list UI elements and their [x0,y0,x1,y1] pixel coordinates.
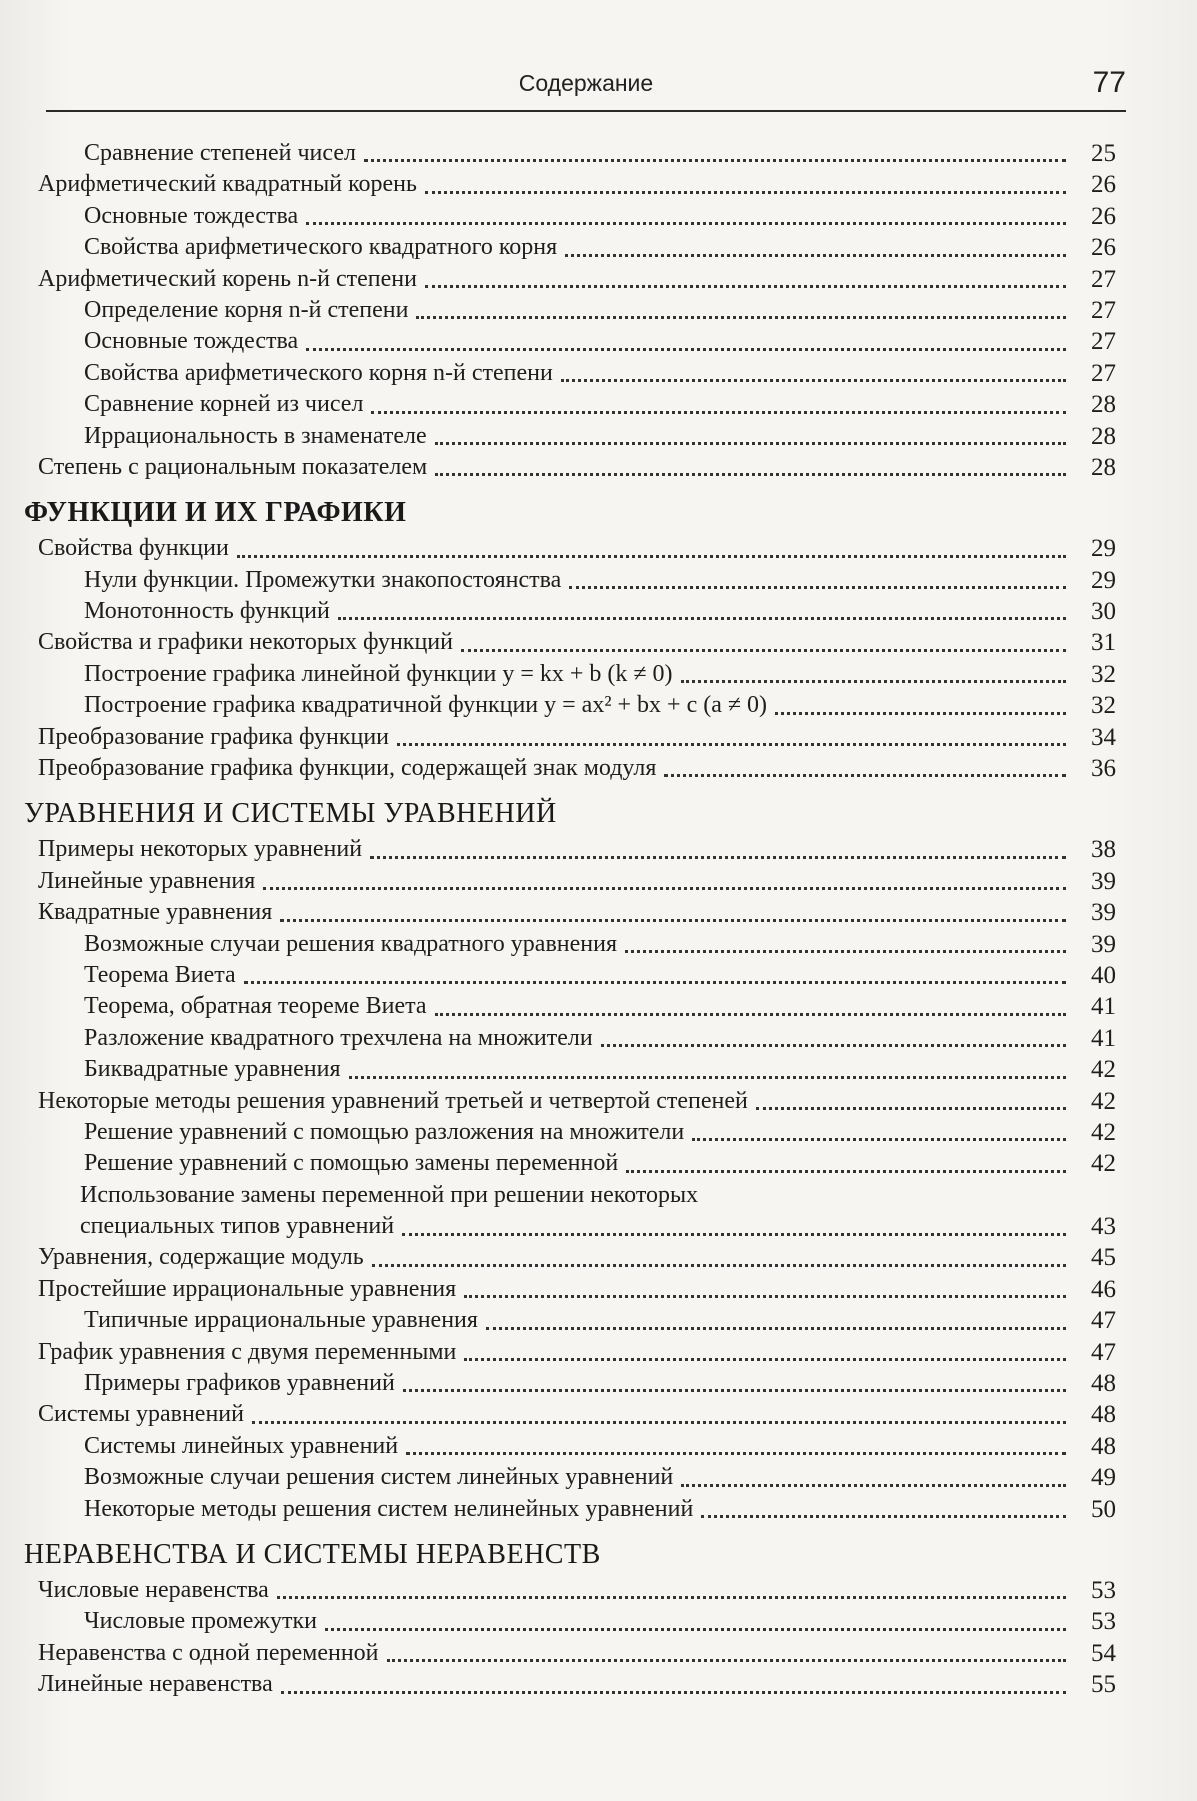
toc-entry-page: 42 [1091,1056,1116,1084]
toc-entry-page: 47 [1091,1307,1116,1335]
toc-entry[interactable] [24,690,1116,721]
toc-entry[interactable] [24,1399,1116,1430]
toc-leader-dots [775,712,1066,715]
toc-entry-title: Возможные случаи решения систем линейных уравнений [84,1464,674,1491]
toc-entry-page: 48 [1091,1432,1116,1460]
toc-entry[interactable] [24,596,1116,627]
toc-entry[interactable] [24,389,1116,420]
toc-entry-page: 28 [1091,422,1116,450]
toc-leader-dots [625,950,1066,953]
toc-entry[interactable] [24,1305,1116,1336]
toc-leader-dots [371,411,1066,414]
toc-entry[interactable] [24,834,1116,865]
toc-entry-title: Решение уравнений с помощью замены переменной [84,1150,619,1177]
toc-entry[interactable] [24,1494,1116,1525]
toc-entry[interactable] [24,866,1116,897]
toc-entry[interactable] [24,897,1116,928]
toc-leader-dots [364,159,1066,162]
toc-entry-page: 49 [1091,1464,1116,1492]
toc-entry-page: 26 [1091,202,1116,230]
toc-leader-dots [325,1628,1066,1631]
toc-entry-page: 40 [1091,961,1116,989]
toc-leader-dots [435,442,1066,445]
toc-entry-page: 39 [1091,867,1116,895]
toc-leader-dots [397,743,1066,746]
toc-entry-page: 46 [1091,1275,1116,1303]
toc-entry[interactable] [24,421,1116,452]
toc-leader-dots [244,981,1066,984]
toc-entry[interactable] [24,1023,1116,1054]
toc-entry[interactable] [24,1148,1116,1179]
toc-entry[interactable] [24,1575,1116,1606]
toc-leader-dots [701,1515,1066,1518]
toc-entry-page: 25 [1091,139,1116,167]
toc-entry-title: Основные тождества [84,328,299,355]
toc-leader-dots [370,856,1066,859]
toc-entry[interactable] [24,1638,1116,1669]
toc-entry-page: 34 [1091,723,1116,751]
toc-entry-page: 27 [1091,265,1116,293]
toc-leader-dots [461,649,1066,652]
toc-leader-dots [425,285,1066,288]
toc-entry-title: Простейшие иррациональные уравнения [38,1275,457,1302]
toc-entry[interactable] [24,326,1116,357]
toc-leader-dots [486,1327,1066,1330]
toc-entry-title: Нули функции. Промежутки знакопостоянства [84,566,562,593]
toc-entry-title: Возможные случаи решения квадратного уравнения [84,930,618,957]
toc-leader-dots [403,1389,1066,1392]
toc-entry[interactable] [24,358,1116,389]
toc-entry[interactable] [24,565,1116,596]
toc-entry-page: 42 [1091,1118,1116,1146]
toc-entry-title: Иррациональность в знаменателе [84,422,427,449]
toc-entry-title: специальных типов уравнений [80,1213,395,1240]
toc-leader-dots [306,222,1066,225]
toc-leader-dots [464,1358,1066,1361]
section-heading-inequalities: НЕРАВЕНСТВА И СИСТЕМЫ НЕРАВЕНСТВ [24,1539,601,1571]
toc-entry-title: Свойства функции [38,535,229,562]
toc-entry-title: Степень с рациональным показателем [38,453,428,480]
toc-entry-title: Теорема, обратная теореме Виета [84,993,427,1020]
toc-entry[interactable] [24,295,1116,326]
toc-entry-title: Арифметический квадратный корень [38,171,417,198]
toc-entry[interactable] [24,991,1116,1022]
toc-entry-page: 38 [1091,836,1116,864]
toc-leader-dots [569,586,1066,589]
toc-leader-dots [306,348,1066,351]
toc-entry-page: 53 [1091,1577,1116,1604]
toc-entry-page: 26 [1091,171,1116,199]
toc-entry-title: Биквадратные уравнения [84,1056,341,1083]
header-title: Содержание [518,70,654,96]
toc-entry-page: 50 [1091,1495,1116,1523]
header-page-number: 77 [1092,66,1126,99]
toc-entry-page: 48 [1091,1370,1116,1398]
toc-entry-page: 42 [1091,1150,1116,1178]
toc-entry-title: Свойства арифметического квадратного корня [84,234,558,261]
toc-entry-page: 48 [1091,1401,1116,1429]
toc-entry-page: 29 [1091,566,1116,594]
toc-leader-dots [402,1233,1066,1236]
toc-entry[interactable] [24,960,1116,991]
toc-leader-dots [338,617,1066,620]
toc-entry[interactable] [24,1243,1116,1274]
toc-entry-title: Разложение квадратного трехчлена на множители [84,1024,593,1051]
page-header [46,62,1126,112]
toc-leader-dots [425,191,1066,194]
toc-leader-dots [406,1452,1066,1455]
toc-entry-page: 27 [1091,359,1116,387]
toc-entry-page: 43 [1091,1213,1116,1241]
toc-leader-dots [372,1264,1066,1267]
toc-entry-page: 26 [1091,234,1116,262]
toc-entry-title: Некоторые методы решения уравнений третьей и четвертой степеней [38,1087,748,1114]
toc-entry-title: Арифметический корень n-й степени [38,265,417,292]
toc-leader-dots [281,1691,1066,1694]
toc-entry[interactable] [24,659,1116,690]
toc-entry[interactable] [24,1368,1116,1399]
toc-entry[interactable] [24,1086,1116,1117]
toc-leader-dots [601,1044,1066,1047]
toc-entry-wrapped-line2[interactable] [24,1211,1116,1242]
toc-entry[interactable] [24,452,1116,483]
toc-entry-title: Типичные иррациональные уравнения [84,1307,478,1334]
toc-leader-dots [416,316,1066,319]
toc-leader-dots [692,1138,1066,1141]
toc-leader-dots [664,774,1066,777]
toc-entry-title: Числовые промежутки [84,1608,317,1635]
toc-leader-dots [252,1421,1066,1424]
toc-entry-page: 41 [1091,993,1116,1021]
toc-entry-page: 29 [1091,535,1116,563]
toc-block-equations-cont [24,1243,1116,1526]
toc-entry-title: Основные тождества [84,202,299,229]
toc-entry[interactable] [24,1054,1116,1085]
toc-entry-page: 41 [1091,1024,1116,1052]
toc-entry-page: 47 [1091,1338,1116,1366]
toc-entry-title: Линейные неравенства [38,1671,273,1698]
toc-entry-title: Системы линейных уравнений [84,1432,399,1459]
toc-entry[interactable] [24,264,1116,295]
toc-leader-dots [349,1076,1066,1079]
toc-entry-page: 30 [1091,598,1116,626]
toc-entry-page: 28 [1091,391,1116,419]
toc-entry[interactable] [24,1117,1116,1148]
toc-entry-page: 27 [1091,296,1116,324]
toc-leader-dots [565,254,1066,257]
toc-entry-page: 32 [1091,660,1116,688]
toc-entry[interactable] [24,1431,1116,1462]
toc-entry[interactable] [24,533,1116,564]
toc-entry[interactable] [24,138,1116,169]
toc-leader-dots [681,1484,1066,1487]
toc-entry-title: Неравенства с одной переменной [38,1639,379,1666]
section-heading-equations: УРАВНЕНИЯ И СИСТЕМЫ УРАВНЕНИЙ [24,798,557,830]
toc-entry-title: График уравнения с двумя переменными [38,1338,457,1365]
toc-entry[interactable] [24,1337,1116,1368]
toc-block-powers-roots [24,138,1116,483]
toc-entry-title: Преобразование графика функции [38,723,390,750]
toc-block-inequalities [24,1575,1116,1701]
toc-entry-title: Примеры графиков уравнений [84,1370,395,1397]
toc-entry[interactable] [24,169,1116,200]
toc-entry-page: 54 [1091,1639,1116,1667]
toc-entry[interactable] [24,232,1116,263]
toc-entry-title: Теорема Виета [84,961,236,988]
toc-entry-title: Некоторые методы решения систем нелинейных уравнений [84,1495,694,1522]
toc-block-equations [24,834,1116,1179]
section-heading-functions: ФУНКЦИИ И ИХ ГРАФИКИ [24,497,407,529]
toc-entry-page: 45 [1091,1244,1116,1272]
toc-entry[interactable] [24,627,1116,658]
toc-entry-title: Уравнения, содержащие модуль [38,1244,364,1271]
toc-entry-title: Примеры некоторых уравнений [38,836,363,863]
toc-leader-dots [277,1596,1066,1599]
toc-entry-page: 39 [1091,899,1116,927]
toc-entry-title: Построение графика линейной функции y = kx + b (k ≠ 0) [84,660,673,687]
toc-leader-dots [561,379,1066,382]
toc-entry-page: 31 [1091,629,1116,657]
toc-entry-title: Числовые неравенства [38,1577,269,1603]
toc-entry-page: 39 [1091,930,1116,958]
toc-entry-title: Свойства и графики некоторых функций [38,629,453,656]
toc-entry-page: 55 [1091,1671,1116,1699]
toc-block-functions [24,533,1116,784]
toc-leader-dots [435,473,1066,476]
toc-entry-title: Свойства арифметического корня n-й степени [84,359,553,386]
toc-leader-dots [387,1659,1066,1662]
toc-leader-dots [435,1013,1066,1016]
toc-entry-page: 28 [1091,453,1116,481]
toc-entry-title: Использование замены переменной при решении некоторых [80,1181,699,1208]
toc-leader-dots [681,680,1066,683]
toc-entry[interactable] [24,929,1116,960]
toc-entry-title: Построение графика квадратичной функции y = ax² + bx + c (a ≠ 0) [84,692,768,719]
toc-entry-title: Решение уравнений с помощью разложения на множители [84,1118,685,1145]
toc-entry-page: 27 [1091,328,1116,356]
toc-entry-wrapped-line1[interactable] [24,1180,1116,1211]
toc-entry-title: Системы уравнений [38,1401,244,1428]
toc-leader-dots [237,555,1066,558]
toc-entry-page: 42 [1091,1087,1116,1115]
toc-entry[interactable] [24,1274,1116,1305]
toc-entry-title: Линейные уравнения [38,867,256,894]
toc-entry[interactable] [24,1606,1116,1637]
toc-entry-title: Преобразование графика функции, содержащей знак модуля [38,755,657,782]
toc-leader-dots [263,887,1066,890]
toc-leader-dots [464,1295,1066,1298]
toc-entry[interactable] [24,722,1116,753]
toc-entry[interactable] [24,201,1116,232]
toc-entry-page: 36 [1091,755,1116,783]
toc-entry-title: Определение корня n-й степени [84,296,409,323]
toc-entry-page: 53 [1091,1608,1116,1636]
toc-entry-title: Сравнение степеней чисел [84,139,356,166]
toc-entry-page: 32 [1091,692,1116,720]
toc-leader-dots [756,1107,1066,1110]
toc-leader-dots [626,1170,1066,1173]
toc-entry[interactable] [24,1669,1116,1700]
toc-entry-title: Сравнение корней из чисел [84,391,364,418]
toc-entry-title: Монотонность функций [84,598,330,625]
toc-entry[interactable] [24,753,1116,784]
toc-entry-title: Квадратные уравнения [38,899,273,926]
toc-entry[interactable] [24,1462,1116,1493]
toc-leader-dots [280,919,1066,922]
table-of-contents [24,138,1116,1701]
